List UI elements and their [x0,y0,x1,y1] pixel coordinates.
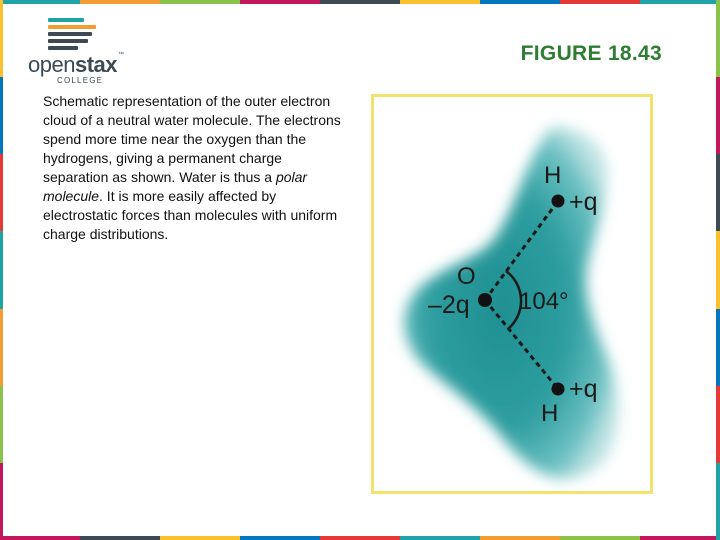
right-color-strip [716,0,720,540]
color-strip-segment [716,309,720,386]
logo-stripe [48,25,96,29]
color-strip-segment [716,77,720,154]
color-strip-segment [560,536,640,540]
color-strip-segment [240,0,320,4]
color-strip-segment [0,154,3,231]
bond-angle-label: 104° [519,288,569,315]
color-strip-segment [716,0,720,77]
logo-stripe [48,39,88,43]
color-strip-segment [0,77,3,154]
color-strip-segment [320,536,400,540]
color-strip-segment [0,0,3,77]
hydrogen-top-atom [552,195,565,208]
left-color-strip [0,0,3,540]
water-molecule-figure [371,94,653,494]
color-strip-segment [240,536,320,540]
h-bottom-label: H [541,400,559,427]
top-color-strip [0,0,720,4]
o-charge: –2q [428,291,470,319]
h-top-charge: +q [569,188,598,216]
logo-subtitle: COLLEGE [57,76,104,85]
color-strip-segment [480,0,560,4]
color-strip-segment [400,536,480,540]
color-strip-segment [80,0,160,4]
color-strip-segment [0,0,80,4]
color-strip-segment [0,309,3,386]
h-bottom-charge: +q [569,375,598,403]
color-strip-segment [640,536,720,540]
logo-stripe [48,32,92,36]
color-strip-segment [0,386,3,463]
figure-caption: Schematic representation of the outer electron cloud of a neutral water molecule. The electrons spend more time near the oxygen than the hydrogens, giving a permanent charge separation as shown. Water is thus a polar molecule. It is more easily affected by electrostatic forces than molecules with uniform charge distributions. [43,93,341,242]
color-strip-segment [560,0,640,4]
oxygen-atom [478,293,492,307]
color-strip-segment [0,463,3,540]
color-strip-segment [480,536,560,540]
color-strip-segment [160,536,240,540]
hydrogen-bottom-atom [552,383,565,396]
color-strip-segment [716,231,720,308]
color-strip-segment [716,386,720,463]
logo-stripes-icon [48,18,96,53]
caption-italic-term: polar molecule [43,169,308,204]
color-strip-segment [80,536,160,540]
logo-stripe [48,46,78,50]
h-top-label: H [544,162,562,189]
color-strip-segment [640,0,720,4]
figure-title: FIGURE 18.43 [520,42,662,65]
color-strip-segment [160,0,240,4]
o-label: O [457,263,476,290]
color-strip-segment [716,463,720,540]
color-strip-segment [320,0,400,4]
logo-stripe [48,18,84,22]
water-molecule-diagram [374,97,650,491]
bottom-color-strip [0,536,720,540]
color-strip-segment [400,0,480,4]
logo-wordmark: openstax™ [28,52,124,77]
openstax-college-logo [28,18,124,85]
color-strip-segment [0,231,3,308]
color-strip-segment [716,154,720,231]
color-strip-segment [0,536,80,540]
